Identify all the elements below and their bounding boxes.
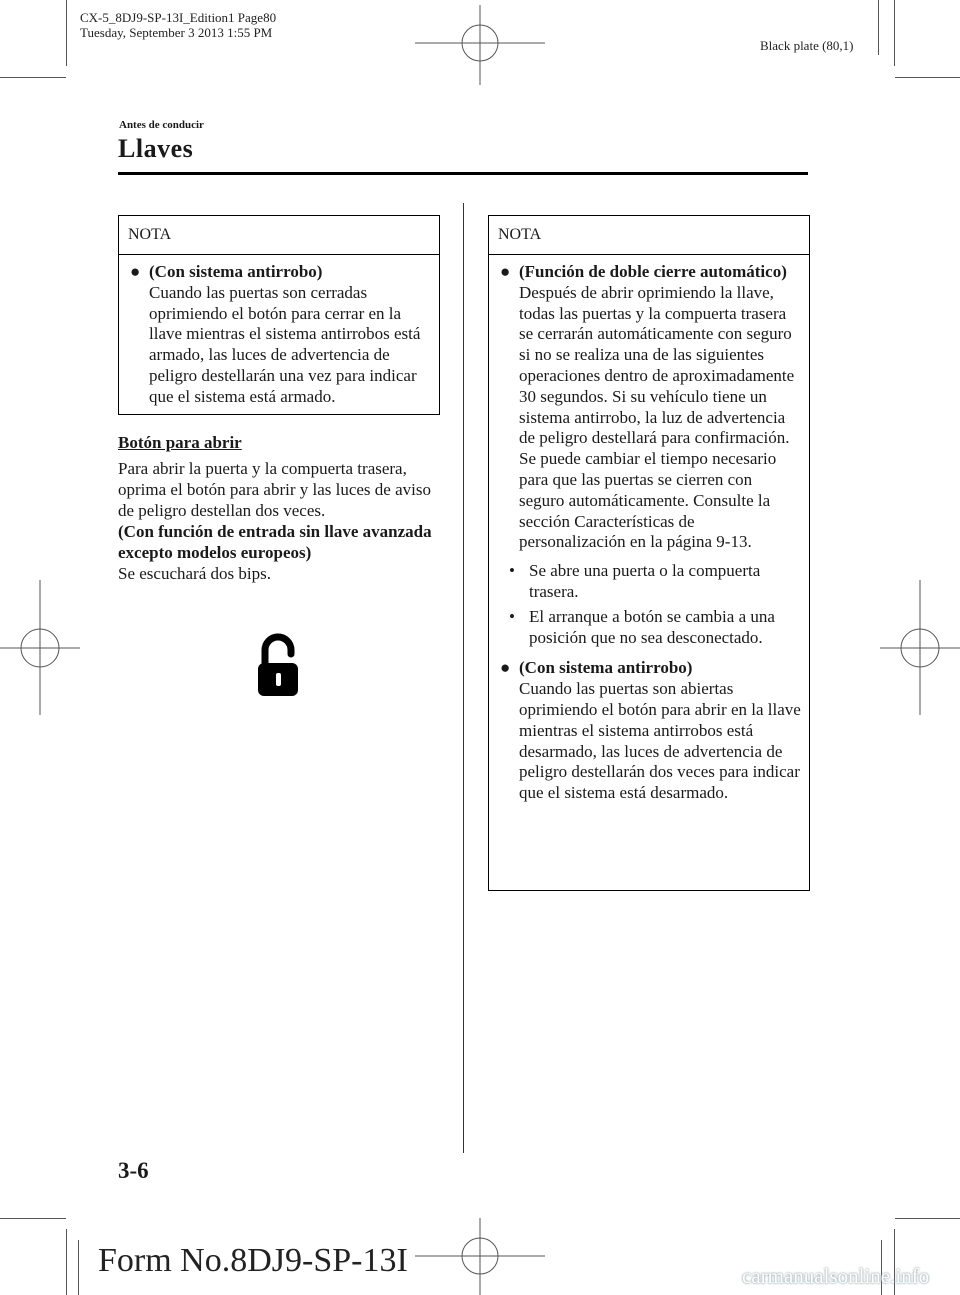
- body-paragraph: Para abrir la puerta y la compuerta trasera, oprima el botón para abrir y las luces de aviso de peligro destellan dos veces.: [118, 459, 431, 520]
- nota-item-text: Después de abrir oprimiendo la llave, todas las puertas y la compuerta trasera se cerrarán automáticamente con seguro si no se realiza una de las siguientes operaciones dentro de aproximadamente 30 segundos. Si su vehículo tiene un sistema antirrobo, la luz de advertencia de peligro destellará para confirmación.: [519, 282, 795, 448]
- nota-subitem-text: Se abre una puerta o la compuerta trasera.: [529, 561, 761, 601]
- nota-item-title: (Función de doble cierre automático): [519, 262, 787, 281]
- nota-item: [497, 262, 801, 553]
- bold-note-text: Se escuchará dos bips.: [118, 564, 271, 583]
- nota-subitem-text: El arranque a botón se cambia a una posición que no sea desconectado.: [529, 606, 775, 647]
- registration-mark-right: [880, 580, 960, 715]
- print-date-line: Tuesday, September 3 2013 1:55 PM: [80, 25, 273, 40]
- form-number: Form No.8DJ9-SP-13I: [98, 1242, 408, 1279]
- page-title: Llaves: [118, 134, 194, 163]
- nota-item-title: (Con sistema antirrobo): [149, 262, 323, 281]
- watermark: carmanualsonline.info: [742, 1264, 930, 1288]
- bullet-icon: ●: [500, 658, 511, 678]
- print-job-line: CX-5_8DJ9-SP-13I_Edition1 Page80: [80, 10, 277, 25]
- sub-bullet-icon: •: [509, 561, 515, 581]
- nota-heading: NOTA: [119, 216, 439, 255]
- registration-mark-top: [415, 5, 545, 85]
- column-divider: [463, 203, 464, 1153]
- bold-note: (Con función de entrada sin llave avanzada excepto modelos europeos): [118, 522, 432, 562]
- nota-heading: NOTA: [489, 216, 809, 255]
- nota-item: [127, 262, 431, 408]
- section-label: Antes de conducir: [119, 119, 204, 131]
- nota-item-text: Se puede cambiar el tiempo necesario para que las puertas se cierren con seguro automáticamente. Consulte la sección Características de personalización en la página 9-13.: [519, 449, 777, 552]
- unlock-icon: [256, 633, 304, 697]
- bullet-icon: ●: [130, 262, 141, 281]
- page-number: 3-6: [118, 1158, 149, 1183]
- sub-bullet-icon: •: [509, 606, 515, 626]
- left-nota-box: [118, 215, 440, 415]
- nota-item: [497, 658, 801, 804]
- registration-mark-left: [0, 580, 80, 715]
- nota-item-text: Cuando las puertas son cerradas oprimiendo el botón para cerrar en la llave mientras el sistema antirrobos está armado, las luces de advertencia de peligro destellarán una vez para indicar que el sistema está armado.: [149, 282, 421, 406]
- title-rule: [118, 172, 808, 175]
- bullet-icon: ●: [500, 262, 511, 281]
- nota-subitem: [497, 607, 801, 649]
- plate-label: Black plate (80,1): [760, 38, 854, 53]
- nota-subitem: [497, 561, 801, 603]
- subheading: Botón para abrir: [118, 433, 242, 452]
- nota-item-title: (Con sistema antirrobo): [519, 658, 693, 678]
- nota-item-text: Cuando las puertas son abiertas oprimiendo el botón para abrir en la llave mientras el sistema antirrobos está desarmado, las luces de advertencia de peligro destellarán dos veces para indicar que el sistema está desarmado.: [519, 679, 801, 803]
- registration-mark-bottom: [415, 1218, 545, 1295]
- right-nota-box: [488, 215, 810, 891]
